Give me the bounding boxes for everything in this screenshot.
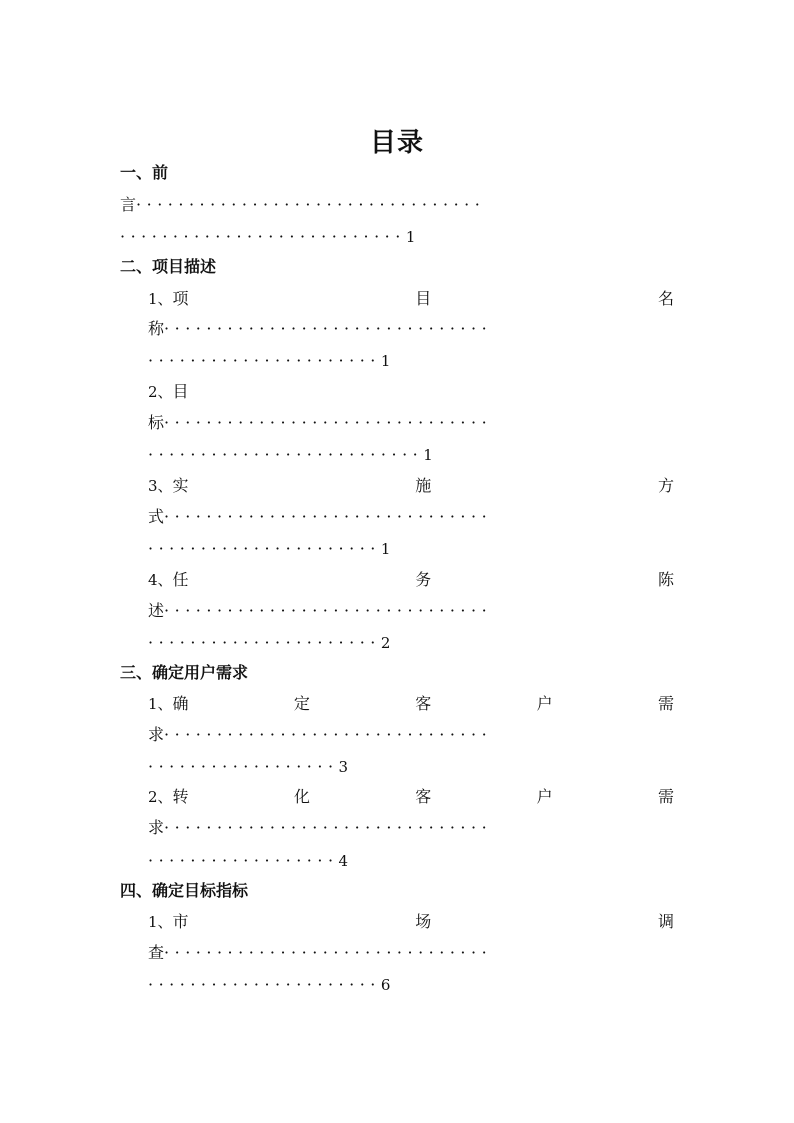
toc-dot-leader: ·················· (148, 757, 339, 776)
toc-entry-task-statement-line3 (148, 628, 390, 658)
toc-heading-project-description: 二、项目描述 (120, 257, 217, 276)
toc-entry-text: 言 (120, 195, 137, 214)
toc-entry-market-research-line3 (148, 970, 390, 1000)
toc-entry-implementation-line2: 式······························· (148, 507, 493, 526)
toc-entry-project-name-line3 (148, 346, 390, 376)
toc-page-number[interactable]: 2 (380, 634, 391, 652)
toc-entry-task-statement-line2: 述······························· (148, 601, 493, 620)
toc-entry-goal-line2: 标······························· (148, 413, 493, 432)
toc-entry-preface-line1 (120, 190, 676, 220)
toc-entry-market-research: 1、市 场 调 (148, 912, 674, 931)
toc-page-number[interactable]: 4 (338, 852, 349, 870)
toc-dot-leader: ······························· (164, 413, 493, 432)
toc-entry-confirm-customer-needs-line3 (148, 752, 348, 782)
toc-heading-preface: 一、前 (120, 163, 169, 182)
toc-page-number[interactable]: 3 (338, 758, 349, 776)
toc-entry-preface-line2 (120, 222, 415, 252)
toc-dot-leader: ······························· (164, 818, 493, 837)
toc-dot-leader: ······················ (148, 633, 381, 652)
toc-entry-confirm-customer-needs-line2: 求······························· (148, 725, 493, 744)
toc-dot-leader: ······························· (164, 725, 493, 744)
toc-entry-goal-line3 (148, 440, 433, 470)
toc-dot-leader: ······················ (148, 975, 381, 994)
toc-page-number[interactable]: 1 (423, 446, 433, 464)
toc-page-number[interactable]: 1 (405, 228, 416, 246)
toc-entry-convert-customer-needs-line3 (148, 846, 348, 876)
toc-dot-leader: ·························· (148, 445, 424, 464)
toc-entry-project-name: 1、项 目 名 (148, 289, 674, 308)
page-title: 目录 (369, 128, 424, 158)
toc-page-number[interactable]: 1 (380, 540, 391, 558)
toc-entry-convert-customer-needs: 2、转 化 客 户 需 (148, 787, 674, 806)
toc-page-number[interactable]: 1 (380, 352, 391, 370)
toc-heading-target-metrics: 四、确定目标指标 (120, 881, 249, 900)
toc-dot-leader: ··························· (120, 227, 406, 246)
toc-heading-user-requirements: 三、确定用户需求 (120, 663, 249, 682)
toc-entry-task-statement: 4、任 务 陈 (148, 570, 674, 589)
toc-dot-leader: ······························· (164, 319, 493, 338)
toc-entry-implementation: 3、实 施 方 (148, 476, 674, 495)
toc-entry-convert-customer-needs-line2: 求······························· (148, 818, 493, 837)
toc-entry-confirm-customer-needs: 1、确 定 客 户 需 (148, 694, 674, 713)
toc-page-number[interactable]: 6 (380, 976, 391, 994)
toc-dot-leader: ······················ (148, 351, 381, 370)
toc-entry-project-name-line2: 称······························· (148, 319, 493, 338)
toc-dot-leader: ······························· (164, 601, 493, 620)
toc-dot-leader: ······························· (164, 943, 493, 962)
toc-dot-leader: ·················· (148, 851, 339, 870)
toc-dot-leader: ································· (136, 195, 486, 214)
toc-entry-market-research-line2: 查······························· (148, 943, 493, 962)
toc-entry-implementation-line3 (148, 534, 390, 564)
toc-dot-leader: ······························· (164, 507, 493, 526)
toc-entry-goal: 2、目 (148, 382, 189, 401)
toc-dot-leader: ······················ (148, 539, 381, 558)
